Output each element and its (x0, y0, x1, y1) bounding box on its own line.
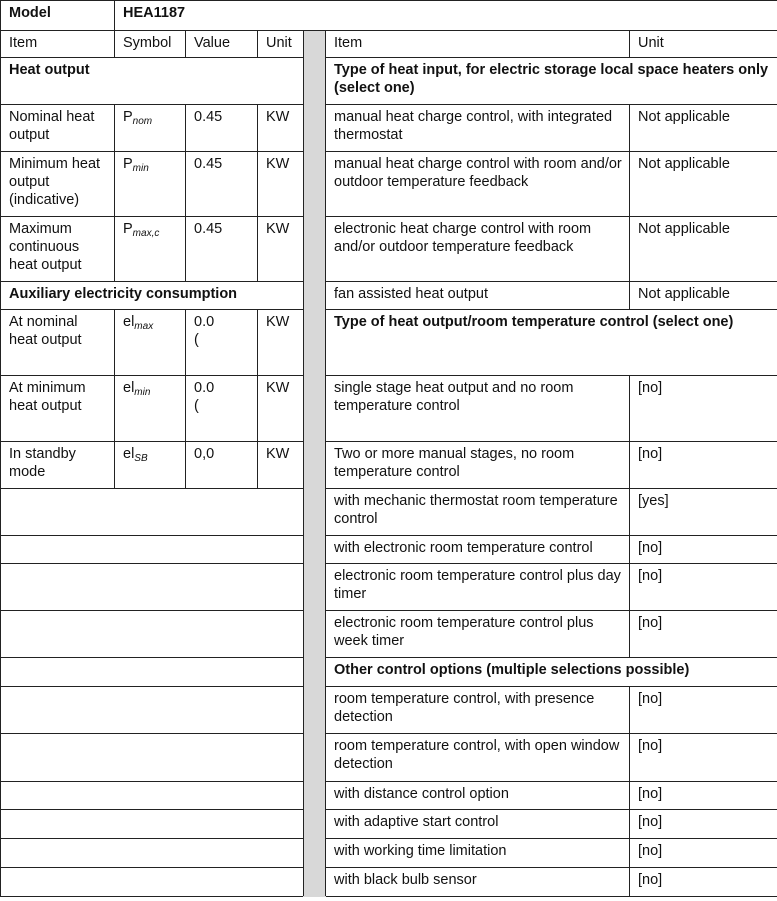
left-symbol: $el_{min}$ (115, 376, 186, 442)
left-item: In standby mode (1, 442, 115, 489)
col-symbol: Symbol (115, 31, 186, 58)
right-unit: [no] (630, 810, 777, 839)
left-symbol: $P_{min}$ (115, 152, 186, 217)
right-item: electronic heat charge control with room and/or outdoor temperature feedback (326, 217, 630, 282)
col-item: Item (1, 31, 115, 58)
left-unit: KW (258, 310, 304, 376)
right-item: manual heat charge control with room and/or outdoor temperature feedback (326, 152, 630, 217)
col-right-unit: Unit (630, 31, 777, 58)
model-label: Model (1, 1, 115, 31)
right-item: with adaptive start control (326, 810, 630, 839)
left-blank-cell (1, 810, 304, 839)
right-unit: [no] (630, 687, 777, 734)
table-row (1, 782, 777, 810)
left-value: 0.45 (186, 105, 258, 152)
right-item: single stage heat output and no room temperature control (326, 376, 630, 442)
right-unit: [no] (630, 868, 777, 897)
left-symbol: $el_{max}$ (115, 310, 186, 376)
left-item: Maximum continuous heat output (1, 217, 115, 282)
left-item: Nominal heat output (1, 105, 115, 152)
right-item: with distance control option (326, 782, 630, 810)
control-title: Type of heat output/room temperature control (select one) (326, 310, 777, 376)
right-unit: Not applicable (630, 105, 777, 152)
right-unit: Not applicable (630, 152, 777, 217)
left-symbol: $el_{SB}$ (115, 442, 186, 489)
left-blank-cell (1, 687, 304, 734)
heat-output-title: Heat output (1, 58, 304, 105)
table-row (1, 536, 777, 564)
right-unit: [no] (630, 442, 777, 489)
table-row (1, 489, 777, 536)
left-value: 0,0 (186, 442, 258, 489)
table-row (1, 734, 777, 782)
right-item: with black bulb sensor (326, 868, 630, 897)
model-row (1, 1, 777, 31)
left-blank-cell (1, 839, 304, 868)
left-item: At nominal heat output (1, 310, 115, 376)
left-blank-cell (1, 489, 304, 536)
left-unit: KW (258, 442, 304, 489)
col-value: Value (186, 31, 258, 58)
right-unit: [no] (630, 536, 777, 564)
table-row (1, 839, 777, 868)
left-symbol: $P_{nom}$ (115, 105, 186, 152)
model-value: HEA1187 (115, 1, 777, 31)
col-unit: Unit (258, 31, 304, 58)
right-unit: [no] (630, 839, 777, 868)
left-value: 0.45 (186, 217, 258, 282)
left-value: 0.0 ( (186, 310, 258, 376)
left-symbol: $P_{max,c}$ (115, 217, 186, 282)
table-row (1, 376, 777, 442)
right-item: with mechanic thermostat room temperature control (326, 489, 630, 536)
left-unit: KW (258, 152, 304, 217)
right-item: electronic room temperature control plus day timer (326, 564, 630, 611)
left-blank-cell (1, 868, 304, 897)
right-item: electronic room temperature control plus week timer (326, 611, 630, 658)
left-unit: KW (258, 217, 304, 282)
table-row (1, 58, 777, 105)
left-blank-cell (1, 658, 304, 687)
table-row (1, 658, 777, 687)
table-row (1, 105, 777, 152)
left-blank-cell (1, 536, 304, 564)
left-unit: KW (258, 376, 304, 442)
aux-title: Auxiliary electricity consumption (1, 282, 304, 310)
table-row (1, 611, 777, 658)
left-unit: KW (258, 105, 304, 152)
column-gap (304, 31, 326, 897)
table-row (1, 564, 777, 611)
right-item: fan assisted heat output (326, 282, 630, 310)
right-item: with working time limitation (326, 839, 630, 868)
heat-input-title: Type of heat input, for electric storage local space heaters only (select one) (326, 58, 777, 105)
left-value: 0.45 (186, 152, 258, 217)
left-blank-cell (1, 611, 304, 658)
right-item: manual heat charge control, with integrated thermostat (326, 105, 630, 152)
right-unit: [no] (630, 564, 777, 611)
table-row (1, 810, 777, 839)
table-row (1, 442, 777, 489)
right-item: with electronic room temperature control (326, 536, 630, 564)
right-unit: Not applicable (630, 282, 777, 310)
table-row (1, 152, 777, 217)
right-unit: [no] (630, 376, 777, 442)
table-row (1, 217, 777, 282)
col-right-item: Item (326, 31, 630, 58)
table-row (1, 687, 777, 734)
right-item: room temperature control, with presence detection (326, 687, 630, 734)
left-value: 0.0 ( (186, 376, 258, 442)
left-blank-cell (1, 734, 304, 782)
other-title: Other control options (multiple selections possible) (326, 658, 777, 687)
left-blank-cell (1, 782, 304, 810)
right-unit: [yes] (630, 489, 777, 536)
table-row (1, 282, 777, 310)
right-unit: [no] (630, 611, 777, 658)
right-unit: [no] (630, 734, 777, 782)
column-header-row (1, 31, 777, 58)
right-unit: Not applicable (630, 217, 777, 282)
left-item: Minimum heat output (indicative) (1, 152, 115, 217)
left-item: At minimum heat output (1, 376, 115, 442)
left-blank-cell (1, 564, 304, 611)
right-unit: [no] (630, 782, 777, 810)
table-row (1, 310, 777, 376)
table-row (1, 868, 777, 897)
right-item: room temperature control, with open window detection (326, 734, 630, 782)
right-item: Two or more manual stages, no room temperature control (326, 442, 630, 489)
